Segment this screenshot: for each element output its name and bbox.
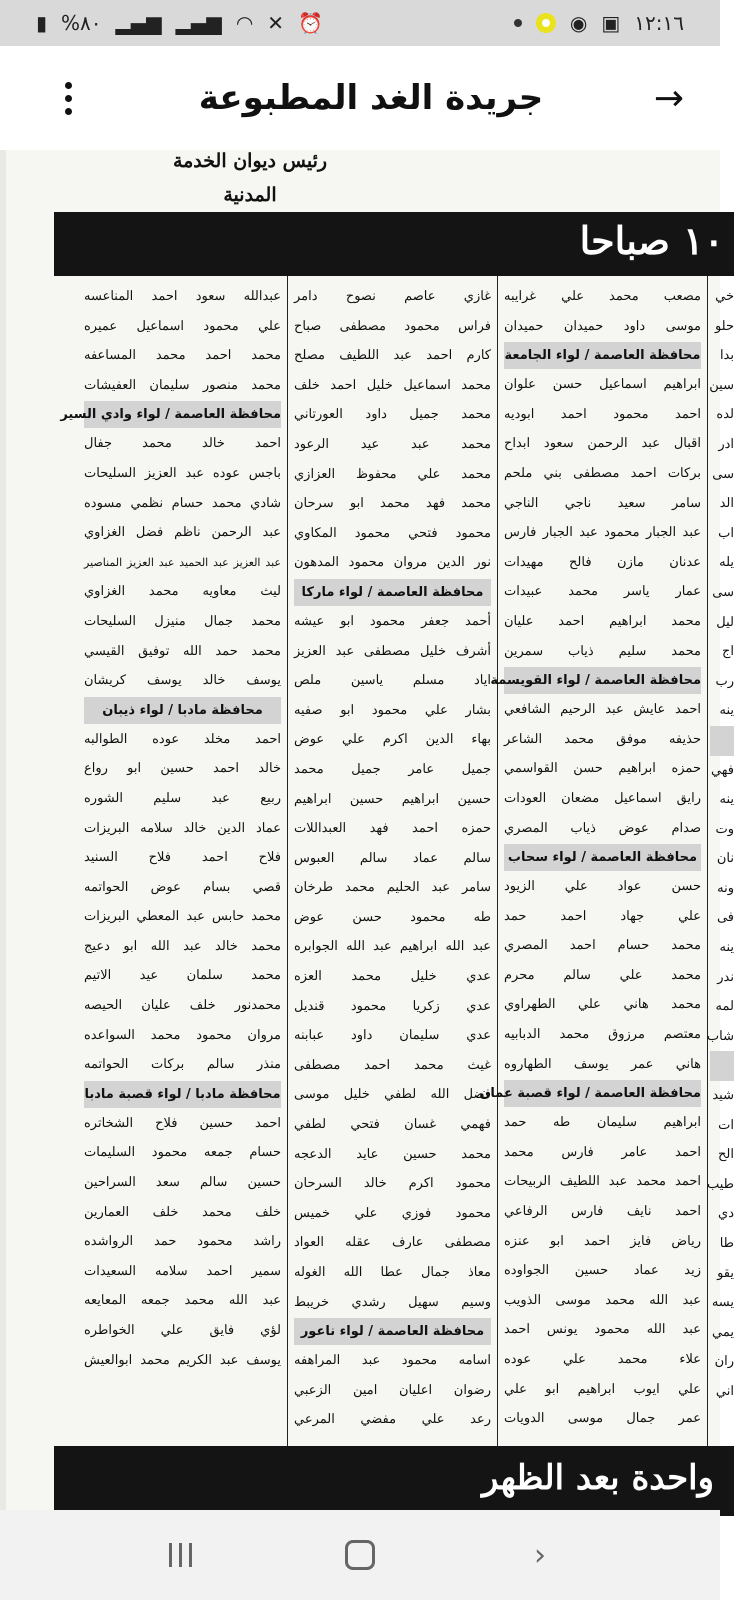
battery-icon: ▮ <box>36 11 48 35</box>
name-entry: سى <box>712 466 734 482</box>
name-entry: منذر سالم بركات الحواتمه <box>84 1057 281 1073</box>
name-entry: معتصم مرزوق محمد الدبابيه <box>504 1027 701 1043</box>
name-entry: عبد الله محمود يونس احمد <box>504 1322 701 1338</box>
name-entry: ربيع عبد سليم الشوره <box>84 790 281 806</box>
time-banner-bottom <box>54 1446 734 1516</box>
name-entry: احمد حسين فلاح الشخاتره <box>84 1115 281 1131</box>
alarm-icon: ⏰ <box>298 11 323 35</box>
name-entry: ات <box>718 1117 734 1133</box>
name-entry: عبد الله ابراهيم عبد الله الجوابره <box>294 939 491 955</box>
name-entry: سين <box>709 377 734 393</box>
name-entry: وت <box>715 821 734 837</box>
battery-level: %٨٠ <box>61 11 102 35</box>
name-entry: سامر سعيد ناجي الناجي <box>504 495 701 511</box>
name-entry: ندر <box>717 969 734 985</box>
name-entry: ابراهيم سليمان طه حمد <box>504 1115 701 1131</box>
name-entry: حمزه ابراهيم حسن القواسمي <box>504 761 701 777</box>
name-entry: اسامه محمود عبد المراهفه <box>294 1353 491 1369</box>
name-entry: يوسف خالد يوسف كريشان <box>84 673 281 689</box>
name-entry: ينه <box>719 703 734 719</box>
name-entry: عبد الله محمد موسى الذويب <box>504 1292 701 1308</box>
name-entry: عبد الجبار محمود عبد الجبار فارس <box>504 525 701 541</box>
name-entry: حسام جمعه محمود السليمات <box>84 1145 281 1161</box>
name-entry: خالد احمد حسين ابو رواع <box>84 761 281 777</box>
name-entry: محمد هاني علي الطهراوي <box>504 997 701 1013</box>
name-entry: محمد اسماعيل خليل احمد خلف <box>294 377 491 393</box>
name-entry: طه محمود حسن عوض <box>294 909 491 925</box>
recents-button[interactable] <box>150 1525 210 1585</box>
status-right <box>514 11 684 35</box>
name-entry: محمد علي محفوظ العزازي <box>294 466 491 482</box>
home-icon <box>345 1540 375 1570</box>
name-entry: خي <box>715 289 734 304</box>
clock: ١٢:١٦ <box>634 11 684 35</box>
name-entry: يمي <box>712 1324 734 1340</box>
name-entry: ليل <box>716 614 734 630</box>
name-entry: محمد ابراهيم احمد عليان <box>504 613 701 629</box>
recents-icon <box>169 1543 192 1567</box>
name-entry: محمد سلمان عيد الاتيم <box>84 968 281 984</box>
name-entry: مروان محمود محمد السواعده <box>84 1027 281 1043</box>
name-entry: محمود اكرم خالد السرحان <box>294 1176 491 1192</box>
section-heading: محافظة العاصمة / لواء القويسمة <box>504 667 701 694</box>
name-entry: الد <box>719 496 734 512</box>
name-entry: عدي سليمان داود عبابنه <box>294 1028 491 1044</box>
name-entry: فى <box>716 910 734 926</box>
name-entry: محمد عبد عيد الرعود <box>294 436 491 452</box>
name-entry: محمد حابس عبد المعطي البريزات <box>84 909 281 925</box>
name-entry: اني <box>715 1383 734 1399</box>
name-entry: بهاء الدين اكرم علي عوض <box>294 732 491 748</box>
names-columns <box>54 276 734 1451</box>
name-entry: ليث معاويه محمد الغزاوي <box>84 584 281 600</box>
name-entry: عمر جمال موسى الدويات <box>504 1411 701 1427</box>
time-banner-top <box>54 212 734 276</box>
name-entry: اقبال عبد الرحمن سعود ابداح <box>504 436 701 452</box>
name-entry: حمزه احمد فهد العبداللات <box>294 821 491 837</box>
section-heading: محافظة العاصمة / لواء وادي السير <box>84 401 281 428</box>
name-entry: بشار علي محمود ابو صفيه <box>294 702 491 718</box>
section-heading-fragment <box>710 1051 734 1081</box>
page-edge <box>0 150 6 1510</box>
section-heading: محافظة العاصمة / لواء ماركا <box>294 579 491 606</box>
name-entry: فهي <box>710 762 734 778</box>
mute-icon: ✕ <box>267 11 285 35</box>
name-entry: احمد مخلد عوده الطوالبه <box>84 731 281 747</box>
name-entry: طيب <box>706 1176 734 1192</box>
name-entry: أشرف خليل مصطفى عبد العزيز <box>294 643 491 659</box>
name-entry: ينه <box>719 792 734 808</box>
name-entry: حسين سالم سعد السراحين <box>84 1175 281 1191</box>
name-entry: باجس عوده عبد العزيز السليحات <box>84 465 281 481</box>
name-entry: نور الدين مروان محمود المدهون <box>294 555 491 571</box>
name-entry: شيد <box>712 1088 734 1104</box>
status-left <box>36 11 323 35</box>
section-heading: محافظة العاصمة / لواء سحاب <box>504 844 701 871</box>
name-entry: غيث محمد احمد مصطفى <box>294 1057 491 1073</box>
name-entry: يقو <box>717 1265 734 1281</box>
name-entry: محمود فتحي محمود المكاوي <box>294 525 491 541</box>
name-entry: فلاح احمد فلاح السنيد <box>84 850 281 866</box>
notification-dot-icon <box>514 19 522 27</box>
name-entry: محمد جمال منيزل السليحات <box>84 613 281 629</box>
name-entry: علي جهاد احمد حمد <box>504 908 701 924</box>
name-entry: راشد محمود حمد الرواشده <box>84 1234 281 1250</box>
name-entry: سى <box>712 584 734 600</box>
name-entry: عدي خليل محمد العزه <box>294 969 491 985</box>
more-options-icon[interactable] <box>58 82 78 115</box>
name-entry: ونه <box>717 880 734 896</box>
name-entry: شادي محمد حسام نظمي مسوده <box>84 495 281 511</box>
name-entry: محمد خالد عبد الله ابو دعيج <box>84 938 281 954</box>
name-entry: لده <box>716 407 734 423</box>
name-entry: محمد حسين عايد الدعجه <box>294 1146 491 1162</box>
name-entry: عماد الدين خالد سلامه البريزات <box>84 820 281 836</box>
name-entry: شاب <box>706 1028 734 1044</box>
name-entry: احمد نايف فارس الرفاعي <box>504 1204 701 1220</box>
name-entry: لمه <box>715 999 734 1015</box>
name-entry: محمد علي سالم محرم <box>504 967 701 983</box>
section-heading: محافظة العاصمة / لواء قصبة عمان <box>504 1080 701 1107</box>
back-arrow-icon[interactable]: → <box>653 77 684 119</box>
name-entry: حسن عواد علي الزيود <box>504 879 701 895</box>
name-entry: رعد علي مفضي المرعي <box>294 1412 491 1428</box>
home-button[interactable] <box>330 1525 390 1585</box>
name-entry: حسين ابراهيم حسين ابراهيم <box>294 791 491 807</box>
page-title: جريدة الغد المطبوعة <box>198 78 544 118</box>
newspaper-page[interactable] <box>0 150 734 1510</box>
name-entry: ينه <box>719 940 734 956</box>
section-heading: محافظة العاصمة / لواء الجامعة <box>504 342 701 369</box>
name-entry: أحمد جعفر محمود ابو عيشه <box>294 613 491 629</box>
name-entry: جميل عامر جميل محمد <box>294 761 491 777</box>
name-entry: رضوان اعليان امين الزعبي <box>294 1382 491 1398</box>
name-entry: احمد محمود احمد ابوديه <box>504 406 701 422</box>
back-chevron-icon: › <box>534 1537 546 1573</box>
column-1 <box>479 276 708 1451</box>
name-entry: احمد عايش عبد الرحيم الشافعي <box>504 702 701 718</box>
name-entry: لؤي فايق علي الخواطره <box>84 1323 281 1338</box>
name-entry: عبد الله محمد جمعه المعايعه <box>84 1293 281 1309</box>
name-entry: علي ايوب ابراهيم ابو علي <box>504 1381 701 1397</box>
name-entry: احمد خالد محمد جفال <box>84 436 281 452</box>
back-button[interactable] <box>510 1525 570 1585</box>
name-entry: محمد احمد محمد المساعفه <box>84 348 281 364</box>
name-entry: احمد عامر فارس محمد <box>504 1144 701 1160</box>
name-entry: رب <box>715 673 734 689</box>
name-entry: كارم احمد عبد اللطيف مصلح <box>294 348 491 364</box>
name-entry: خلف محمد خلف العمارين <box>84 1204 281 1220</box>
status-bar <box>0 0 720 46</box>
name-entry: علي محمود اسماعيل عميره <box>84 318 281 334</box>
name-entry: محمد منصور سليمان العفيشات <box>84 377 281 393</box>
name-entry: سالم عماد سالم العبوس <box>294 850 491 866</box>
name-entry: صدام عوض ذياب المصري <box>504 820 701 836</box>
signal-icon: ▂▄▆ <box>115 11 162 35</box>
wifi-icon: ◠ <box>235 11 254 35</box>
name-entry: علاء محمد علي عوده <box>504 1352 701 1367</box>
name-entry: محمد جميل داود العورتاني <box>294 407 491 423</box>
gallery-icon: ▣ <box>601 11 621 35</box>
section-heading: محافظة مادبا / لواء ذيبان <box>84 697 281 724</box>
name-entry: سامر عبد الحليم محمد طرخان <box>294 880 491 896</box>
name-entry: محمود فوزي علي خميس <box>294 1205 491 1221</box>
name-entry: ران <box>714 1354 734 1370</box>
name-entry: قصي بسام عوض الحواتمه <box>84 879 281 895</box>
name-entry: احمد محمد عبد اللطيف الربيحات <box>504 1174 701 1190</box>
section-heading: محافظة مادبا / لواء قصبة مادبا <box>84 1081 281 1108</box>
section-heading-fragment <box>710 726 734 756</box>
name-entry: ادر <box>718 436 734 452</box>
name-entry: عمار ياسر محمد عبيدات <box>504 584 701 600</box>
signal-icon-2: ▂▄▆ <box>175 11 222 35</box>
name-entry: فضل الله لطفي خليل موسى <box>294 1087 491 1103</box>
name-entry: محمد حسام احمد المصري <box>504 938 701 954</box>
name-entry: اب <box>718 525 734 541</box>
name-entry: سمير احمد سلامه السعيدات <box>84 1263 281 1279</box>
column-2 <box>288 276 498 1451</box>
name-entry: معاذ جمال عطا الله الغوله <box>294 1265 491 1280</box>
name-entry: نان <box>716 851 734 867</box>
header-line-1: رئيس ديوان الخدمة المدنية <box>172 150 328 206</box>
name-entry: محمد سليم ذياب سمرين <box>504 643 701 659</box>
name-entry: عبد العزيز عبد الحميد عبد العزيز المناصير <box>84 555 281 569</box>
column-partial <box>708 276 734 1451</box>
name-entry: موسى داود حميدان حميدان <box>504 318 701 334</box>
app-bar <box>0 46 720 150</box>
name-entry: ابراهيم اسماعيل حسن علوان <box>504 377 701 393</box>
banner-bottom-text: واحدة بعد الظهر <box>481 1458 714 1498</box>
name-entry: فهمي غسان فتحي لطفي <box>294 1117 491 1133</box>
name-entry: دي <box>718 1206 734 1222</box>
name-entry: مصطفى عارف عقله العواد <box>294 1235 491 1251</box>
name-entry: الح <box>718 1147 734 1163</box>
name-entry: يله <box>719 555 734 571</box>
name-entry: عبد الرحمن ناظم فضل الغزاوي <box>84 525 281 541</box>
navigation-bar <box>0 1510 720 1600</box>
name-entry: رايق اسماعيل مضعان العودات <box>504 790 701 806</box>
column-3 <box>60 276 288 1451</box>
section-heading: محافظة العاصمة / لواء ناعور <box>294 1318 491 1345</box>
name-entry: بركات احمد مصطفى بني ملحم <box>504 465 701 481</box>
name-entry: غازي عاصم نصوح دامر <box>294 289 491 304</box>
name-entry: اج <box>721 644 734 660</box>
name-entry: مصعب محمد علي غرايبه <box>504 289 701 304</box>
notification-icon: ◉ <box>569 11 588 35</box>
name-entry: بدا <box>719 348 734 364</box>
name-entry: يوسف عبد الكريم محمد ابوالعيش <box>84 1352 281 1368</box>
name-entry: زيد عماد حسين الجواوده <box>504 1263 701 1279</box>
name-entry: عبدالله سعود احمد المناعسه <box>84 289 281 304</box>
name-entry: حذيفه موفق محمد الشاعر <box>504 731 701 747</box>
name-entry: طا <box>719 1236 734 1251</box>
name-entry: عدنان مازن فالح مهيدات <box>504 554 701 570</box>
name-entry: هاني عمر يوسف الطهاروه <box>504 1056 701 1072</box>
name-entry: اياد مسلم ياسين ملص <box>294 673 491 689</box>
name-entry: رياض فايز احمد ابو عنزه <box>504 1233 701 1249</box>
banner-top-text: ١٠ صباحا <box>579 218 724 263</box>
name-entry: فراس محمود مصطفى صباح <box>294 318 491 334</box>
name-entry: وسيم سهيل رشدي خريبط <box>294 1294 491 1310</box>
name-entry: يسه <box>711 1295 734 1311</box>
name-entry: حلو <box>714 318 734 334</box>
name-entry: عدي زكريا محمود قنديل <box>294 998 491 1014</box>
name-entry: محمدنور خلف عليان الحيصه <box>84 998 281 1014</box>
whatsapp-icon <box>536 13 556 33</box>
name-entry: محمد فهد محمد ابو سرحان <box>294 496 491 512</box>
name-entry: محمد حمد الله توفيق القيسي <box>84 643 281 659</box>
